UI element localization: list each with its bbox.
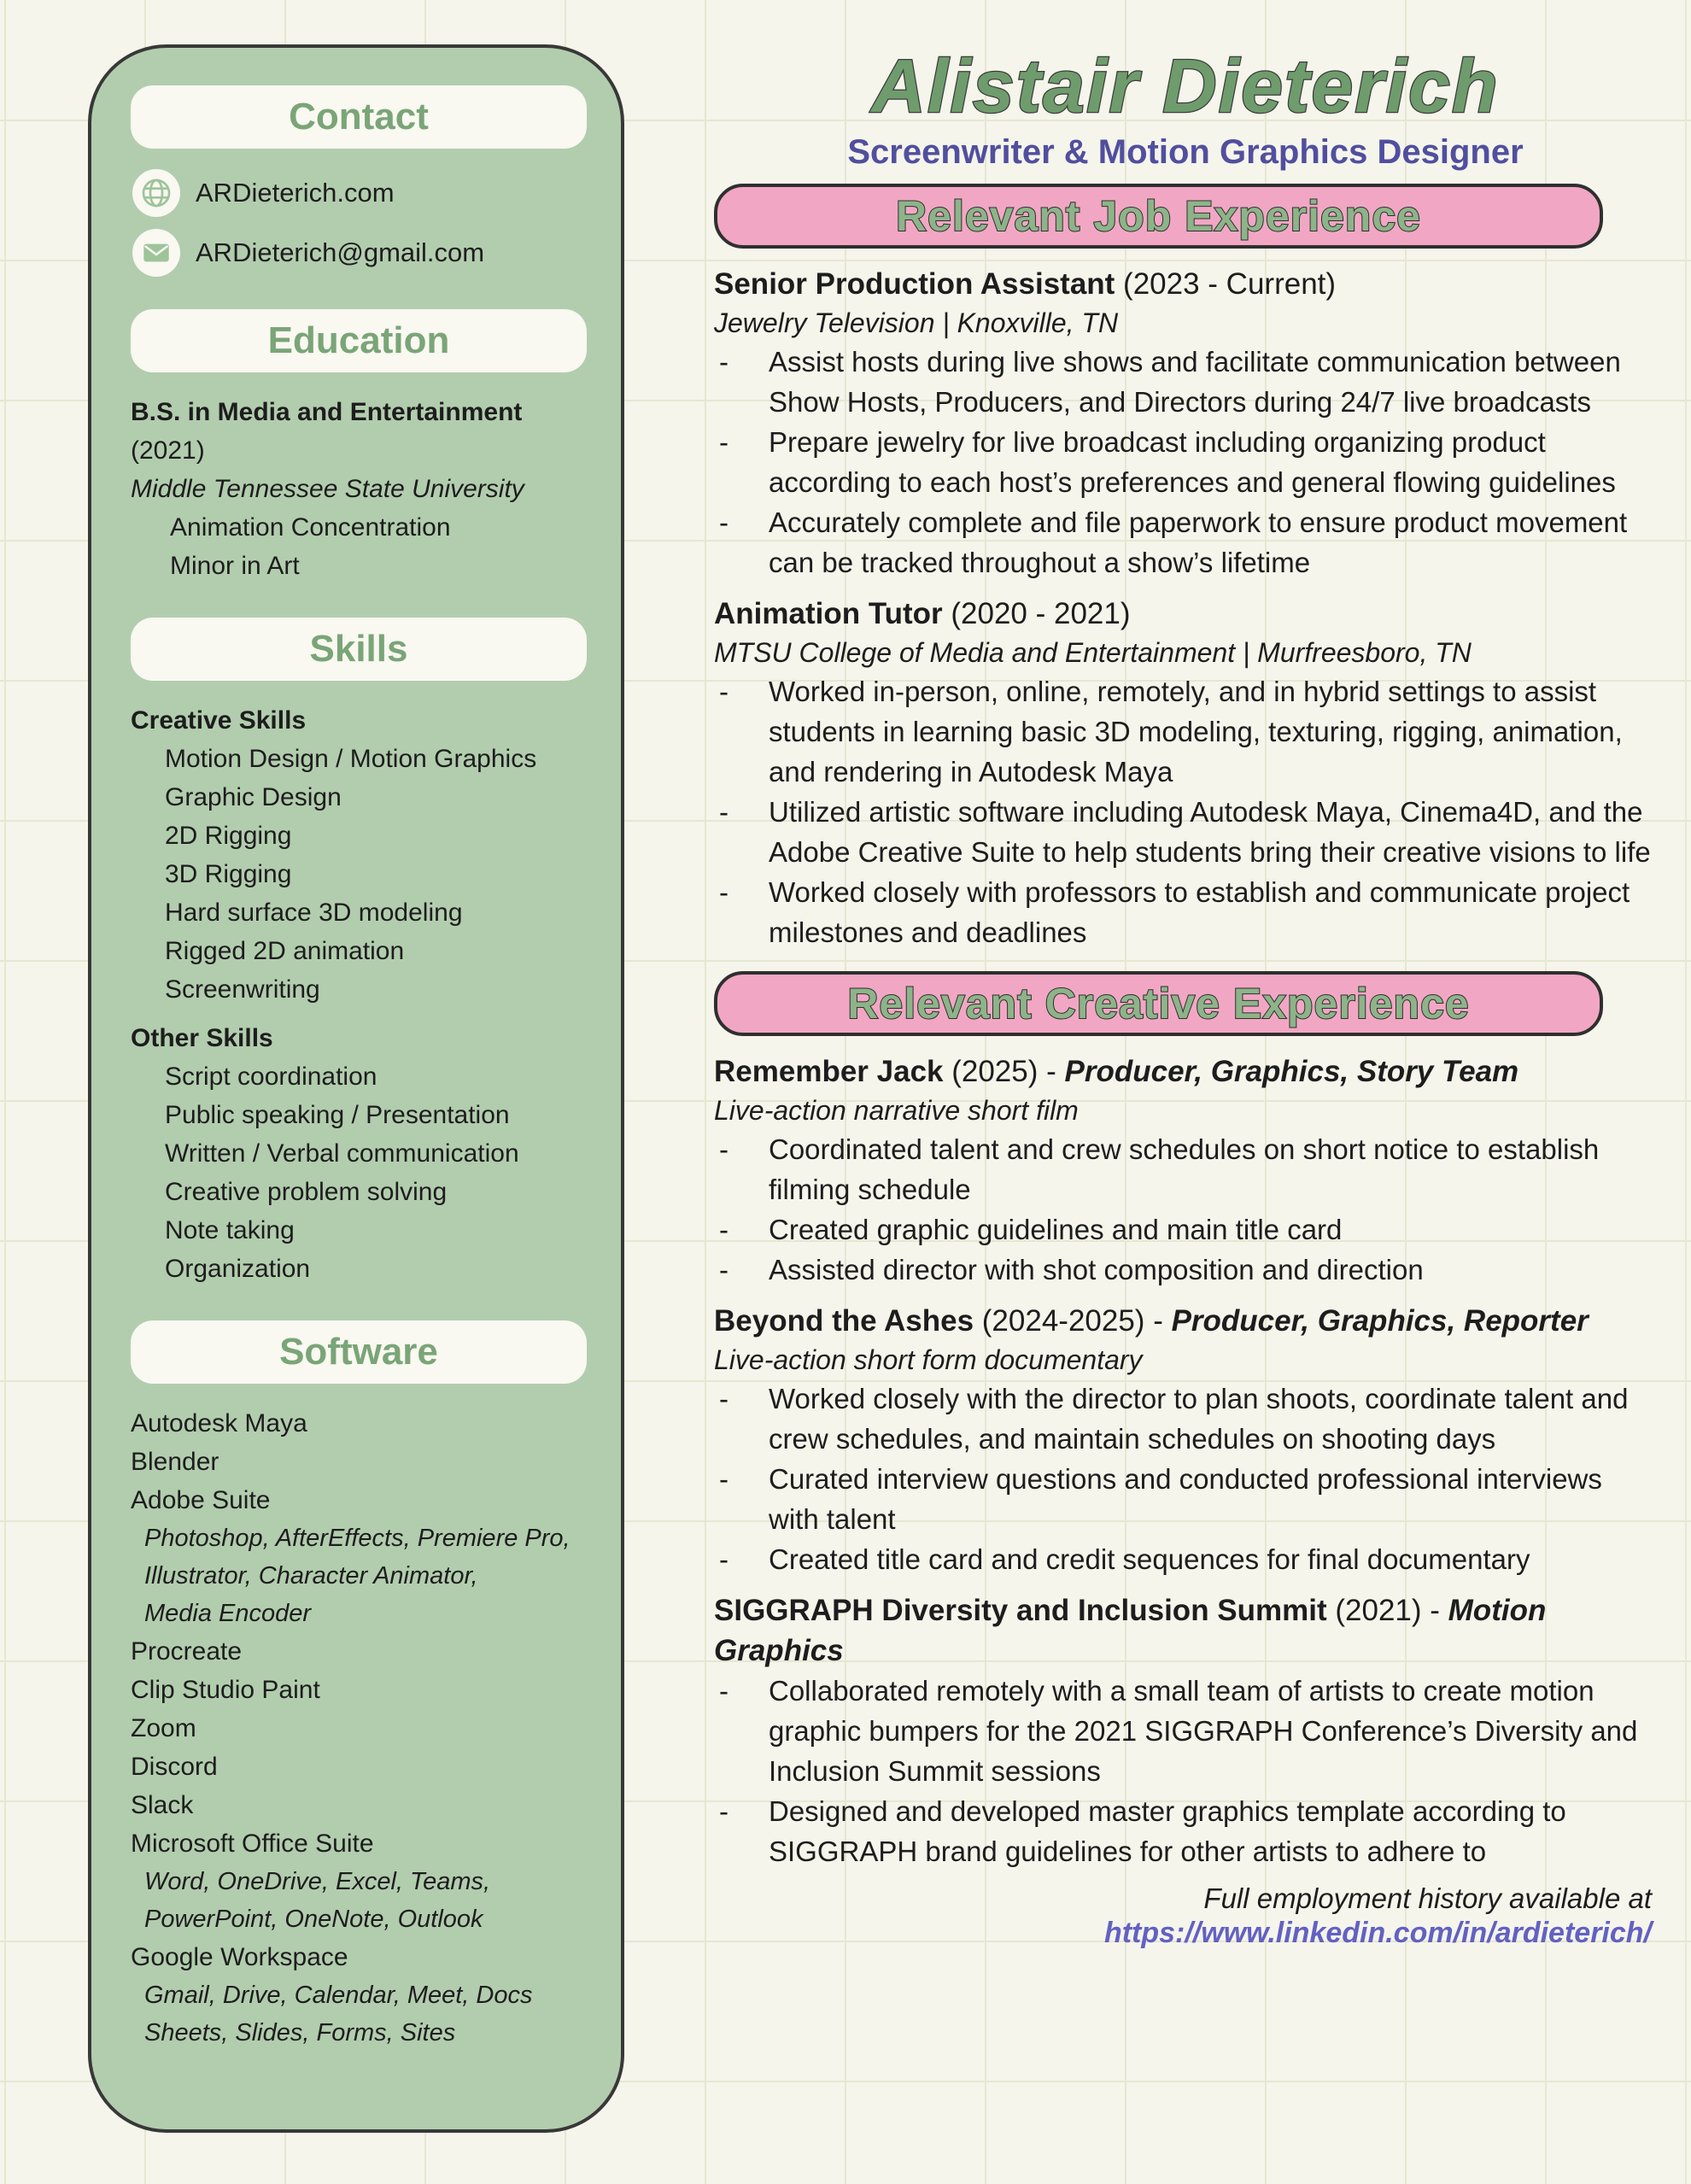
contact-list [131,169,587,277]
section-banner [714,184,1603,249]
software-sub-item: Word, OneDrive, Excel, Teams, [144,1868,491,1895]
bullet-item [714,1209,1657,1250]
software-item: Google Workspace [131,1943,348,1971]
experience-entry [714,594,1657,952]
skill-item: Motion Design / Motion Graphics [165,745,537,773]
entry-title-line: Beyond the Ashes (2024-2025) - Producer, Graphics, Reporter [714,1304,1589,1338]
software-list [131,1404,587,2052]
bullet-dash: - [719,676,728,707]
job-title-subtitle: Screenwriter & Motion Graphics Designer [847,133,1524,171]
bullet-item [714,1379,1657,1459]
software-item: Zoom [131,1714,196,1742]
bullet-text: Worked closely with the director to plan shoots, coordinate talent and crew schedules, and maintain schedules on shooting days [769,1383,1629,1455]
software-heading: Software [131,1320,587,1384]
bullet-dash: - [719,1543,728,1575]
skill-item: Screenwriting [165,975,320,1004]
software-item: Slack [131,1791,194,1819]
bullet-text: Worked in-person, online, remotely, and in hybrid settings to assist students in learning basic 3D modeling, texturing, rigging, animation, and rendering in Autodesk Maya [769,676,1623,788]
bullet-text: Assist hosts during live shows and facilitate communication between Show Hosts, Producers, and Directors during 24/7 live broadcasts [769,346,1621,418]
sidebar [88,44,624,2133]
experience-entry [714,264,1657,583]
section-banner-label: Relevant Creative Experience [847,980,1470,1028]
globe-icon [132,169,180,217]
education-details [131,508,587,585]
page-title: Alistair Dieterich [871,44,1500,128]
contact-value[interactable]: ARDieterich@gmail.com [196,237,485,267]
bullet-item [714,1250,1657,1290]
software-sub-item: PowerPoint, OneNote, Outlook [144,1906,483,1933]
bullet-item [714,671,1657,792]
skill-group-label: Other Skills [131,1024,273,1052]
bullet-dash: - [719,876,728,908]
contact-row [132,229,587,277]
bullet-dash: - [719,1133,728,1165]
linkedin-link[interactable]: https://www.linkedin.com/in/ardieterich/ [1103,1917,1652,1949]
entry-position: SIGGRAPH Diversity and Inclusion Summit [714,1594,1327,1627]
section-banner [714,971,1603,1036]
education-school: Middle Tennessee State University [131,475,524,503]
software-item: Discord [131,1753,218,1781]
entry-subtitle: Jewelry Television | Knoxville, TN [714,307,1119,338]
bullet-item [714,872,1657,952]
experience-sections [714,184,1657,1871]
skill-item: 3D Rigging [165,860,292,888]
bullet-text: Prepare jewelry for live broadcast including organizing product according to each host’s preferences and general flowing guidelines [769,426,1616,498]
skill-item: Written / Verbal communication [165,1139,519,1168]
software-sub-item: Gmail, Drive, Calendar, Meet, Docs [144,1982,533,2009]
skill-item: Public speaking / Presentation [165,1101,510,1129]
experience-entry [714,1590,1657,1871]
bullet-text: Designed and developed master graphics template according to SIGGRAPH brand guidelines for other artists to adhere to [769,1795,1566,1867]
experience-entry [714,1301,1657,1579]
entry-role: Producer, Graphics, Reporter [1171,1304,1589,1338]
entry-title-line: Animation Tutor (2020 - 2021) [714,597,1131,630]
skills-list [131,701,587,1288]
skill-item: Script coordination [165,1063,377,1091]
entry-subtitle: Live-action narrative short film [714,1095,1079,1126]
entry-title-line: Remember Jack (2025) - Producer, Graphics, Story Team [714,1055,1519,1088]
bullet-dash: - [719,1254,728,1285]
software-item: Autodesk Maya [131,1409,307,1437]
bullet-text: Created graphic guidelines and main title card [769,1214,1343,1245]
education-detail: Animation Concentration [170,513,451,542]
footer [714,1882,1657,1950]
skill-item: Organization [165,1255,311,1283]
bullet-item [714,792,1657,872]
entry-position: Beyond the Ashes [714,1304,974,1338]
entry-title-line: SIGGRAPH Diversity and Inclusion Summit (2021) - Motion Graphics [714,1594,1547,1667]
bullet-text: Created title card and credit sequences for final documentary [769,1543,1530,1575]
education-detail: Minor in Art [170,552,300,580]
bullet-item [714,502,1657,583]
entry-subtitle: Live-action short form documentary [714,1344,1143,1375]
software-item: Procreate [131,1637,243,1666]
education-year: (2021) [131,436,205,465]
bullet-text: Accurately complete and file paperwork to ensure product movement can be tracked throughout a show’s lifetime [769,506,1628,578]
bullet-dash: - [719,1383,728,1414]
skill-item: Hard surface 3D modeling [165,899,463,927]
entry-position: Remember Jack [714,1055,944,1088]
entry-title-line: Senior Production Assistant (2023 - Current) [714,267,1337,301]
skill-item: 2D Rigging [165,822,292,850]
entry-role: Producer, Graphics, Story Team [1064,1055,1519,1088]
software-sub-item: Illustrator, Character Animator, [144,1562,478,1590]
entry-role: Motion Graphics [714,1594,1547,1667]
bullet-item [714,1539,1657,1579]
skill-group-label: Creative Skills [131,706,307,735]
experience-section [714,184,1657,952]
contact-heading: Contact [131,85,587,149]
software-sub-item: Photoshop, AfterEffects, Premiere Pro, [144,1525,570,1552]
education-heading: Education [131,309,587,372]
software-item: Clip Studio Paint [131,1676,320,1704]
section-banner-label: Relevant Job Experience [896,192,1421,240]
bullet-dash: - [719,426,728,458]
software-sub-item: Sheets, Slides, Forms, Sites [144,2019,456,2046]
bullet-dash: - [719,1795,728,1827]
bullet-item [714,1459,1657,1539]
skill-item: Rigged 2D animation [165,937,405,965]
bullet-item [714,1791,1657,1871]
footer-note: Full employment history available at [1203,1882,1652,1914]
experience-section [714,971,1657,1871]
software-item: Microsoft Office Suite [131,1830,374,1858]
email-icon [132,229,180,277]
skills-heading: Skills [131,618,587,681]
entry-subtitle: MTSU College of Media and Entertainment | Murfreesboro, TN [714,637,1472,668]
skill-item: Graphic Design [165,783,342,811]
bullet-item [714,1129,1657,1209]
bullet-dash: - [719,1675,728,1707]
main-column [714,43,1657,1950]
bullet-item [714,342,1657,422]
bullet-item [714,1671,1657,1791]
bullet-dash: - [719,1214,728,1245]
skill-item: Creative problem solving [165,1178,448,1206]
software-item: Adobe Suite [131,1486,271,1514]
bullet-text: Assisted director with shot composition and direction [769,1254,1424,1285]
education-degree: B.S. in Media and Entertainment [131,398,523,426]
education-block [131,393,587,585]
skill-item: Note taking [165,1216,295,1244]
software-item: Blender [131,1448,219,1476]
bullet-dash: - [719,1463,728,1495]
software-sub-item: Media Encoder [144,1600,312,1627]
bullet-dash: - [719,346,728,378]
contact-value[interactable]: ARDieterich.com [196,178,395,208]
bullet-dash: - [719,796,728,828]
bullet-text: Curated interview questions and conducted professional interviews with talent [769,1463,1602,1535]
entry-position: Animation Tutor [714,597,943,630]
experience-entry [714,1051,1657,1290]
entry-position: Senior Production Assistant [714,267,1115,301]
bullet-text: Worked closely with professors to establish and communicate project milestones and deadlines [769,876,1630,948]
contact-row [132,169,587,217]
bullet-text: Utilized artistic software including Autodesk Maya, Cinema4D, and the Adobe Creative Suite to help students bring their creative visions to life [769,796,1651,868]
bullet-item [714,422,1657,502]
bullet-text: Coordinated talent and crew schedules on short notice to establish filming schedule [769,1133,1600,1205]
bullet-dash: - [719,506,728,538]
bullet-text: Collaborated remotely with a small team of artists to create motion graphic bumpers for the 2021 SIGGRAPH Conference’s Diversity and Inclusion Summit sessions [769,1675,1638,1787]
